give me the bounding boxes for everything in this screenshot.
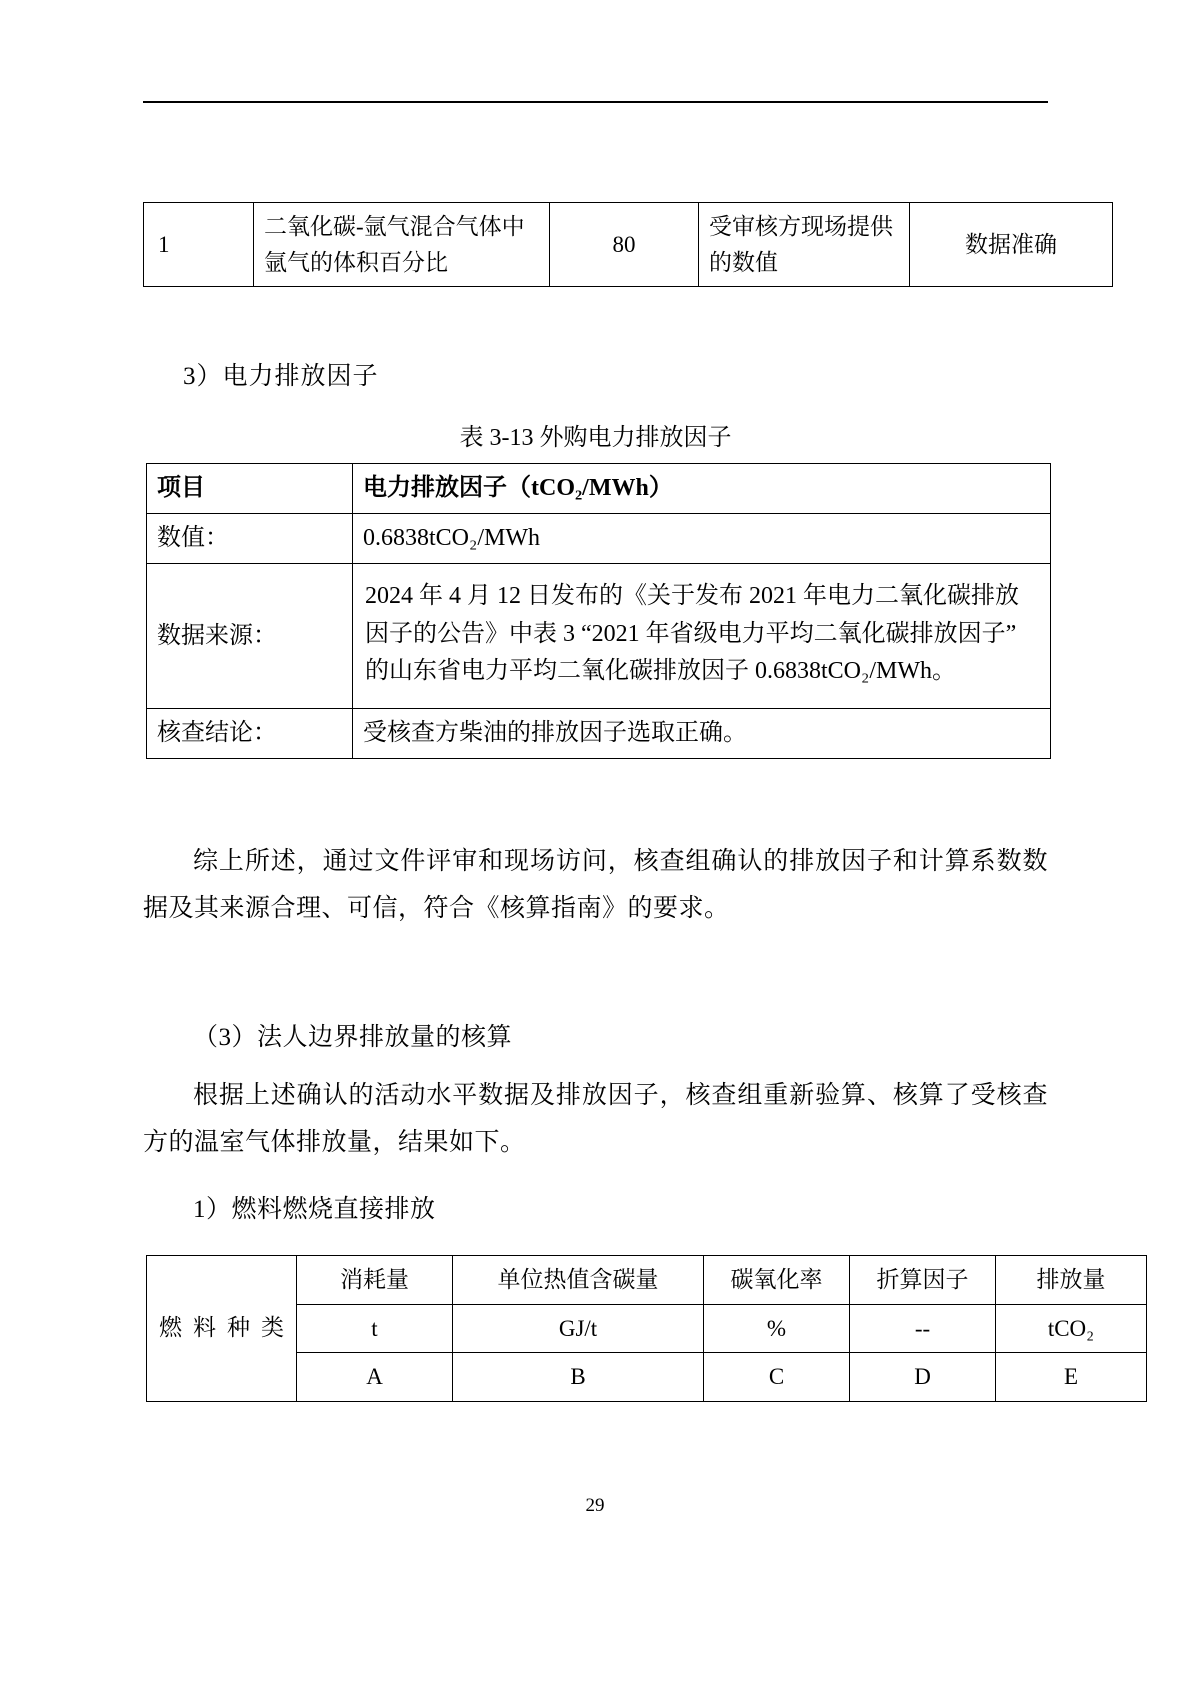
- electricity-factor-table: [146, 463, 1051, 759]
- fuel-header-carbon-content: 单位热值含碳量: [453, 1256, 704, 1305]
- table-row: [144, 203, 1113, 287]
- argon-row-number: 1: [144, 203, 254, 287]
- paragraph-summary: 综上所述，通过文件评审和现场访问，核查组确认的排放因子和计算系数数据及其来源合理、可信，符合《核算指南》的要求。: [143, 848, 1048, 922]
- elec-value-value: 0.6838tCO₂/MWh: [353, 514, 1051, 564]
- argon-row-value: 80: [550, 203, 699, 287]
- argon-row-source: 受审核方现场提供的数值: [699, 203, 910, 287]
- heading-fuel-direct-emission: 1）燃料燃烧直接排放: [193, 1196, 436, 1223]
- header-rule: [143, 101, 1048, 103]
- elec-label-conclusion: 核查结论：: [147, 708, 353, 758]
- fuel-unit-carbon-content: GJ/t: [453, 1304, 704, 1353]
- heading-electricity-emission-factor: 3）电力排放因子: [183, 363, 379, 390]
- fuel-symbol-oxidation-rate: C: [704, 1353, 850, 1402]
- elec-value-source: 2024 年 4 月 12 日发布的《关于发布 2021 年电力二氧化碳排放因子的公告》中表 3 “2021 年省级电力平均二氧化碳排放因子”的山东省电力平均二氧化碳排放因子 0.6838tCO₂/MWh。: [353, 564, 1051, 709]
- fuel-combustion-table: [146, 1255, 1147, 1402]
- fuel-unit-conversion-factor: --: [850, 1304, 996, 1353]
- elec-value-conclusion: 受核查方柴油的排放因子选取正确。: [353, 708, 1051, 758]
- table-row: [147, 564, 1051, 709]
- elec-label-source: 数据来源：: [147, 564, 353, 709]
- elec-label-value: 数值：: [147, 514, 353, 564]
- fuel-header-consumption: 消耗量: [297, 1256, 453, 1305]
- table-row: [147, 1353, 1147, 1402]
- page-number: 29: [585, 1495, 605, 1516]
- fuel-unit-consumption: t: [297, 1304, 453, 1353]
- fuel-unit-oxidation-rate: %: [704, 1304, 850, 1353]
- fuel-header-conversion-factor: 折算因子: [850, 1256, 996, 1305]
- fuel-unit-emission: tCO₂: [996, 1304, 1147, 1353]
- argon-row-conclusion: 数据准确: [910, 203, 1113, 287]
- fuel-symbol-conversion-factor: D: [850, 1353, 996, 1402]
- table-row: [147, 1304, 1147, 1353]
- argon-parameter-table: [143, 202, 1113, 287]
- elec-label-item: 项目: [147, 464, 353, 514]
- fuel-header-oxidation-rate: 碳氧化率: [704, 1256, 850, 1305]
- fuel-symbol-consumption: A: [297, 1353, 453, 1402]
- table-row: [147, 708, 1051, 758]
- paragraph-accounting-body: 根据上述确认的活动水平数据及排放因子，核查组重新验算、核算了受核查方的温室气体排放量，结果如下。: [143, 1082, 1048, 1156]
- heading-legal-boundary-accounting: （3）法人边界排放量的核算: [193, 1024, 513, 1051]
- table-caption-3-13: 表 3-13 外购电力排放因子: [459, 425, 732, 451]
- table-row: [147, 464, 1051, 514]
- fuel-symbol-carbon-content: B: [453, 1353, 704, 1402]
- fuel-symbol-emission: E: [996, 1353, 1147, 1402]
- fuel-category-header: 燃 料 种 类: [147, 1256, 297, 1402]
- argon-row-name: 二氧化碳-氩气混合气体中氩气的体积百分比: [254, 203, 550, 287]
- table-row: [147, 1256, 1147, 1305]
- table-row: [147, 514, 1051, 564]
- fuel-header-emission: 排放量: [996, 1256, 1147, 1305]
- elec-value-item: 电力排放因子（tCO₂/MWh）: [353, 464, 1051, 514]
